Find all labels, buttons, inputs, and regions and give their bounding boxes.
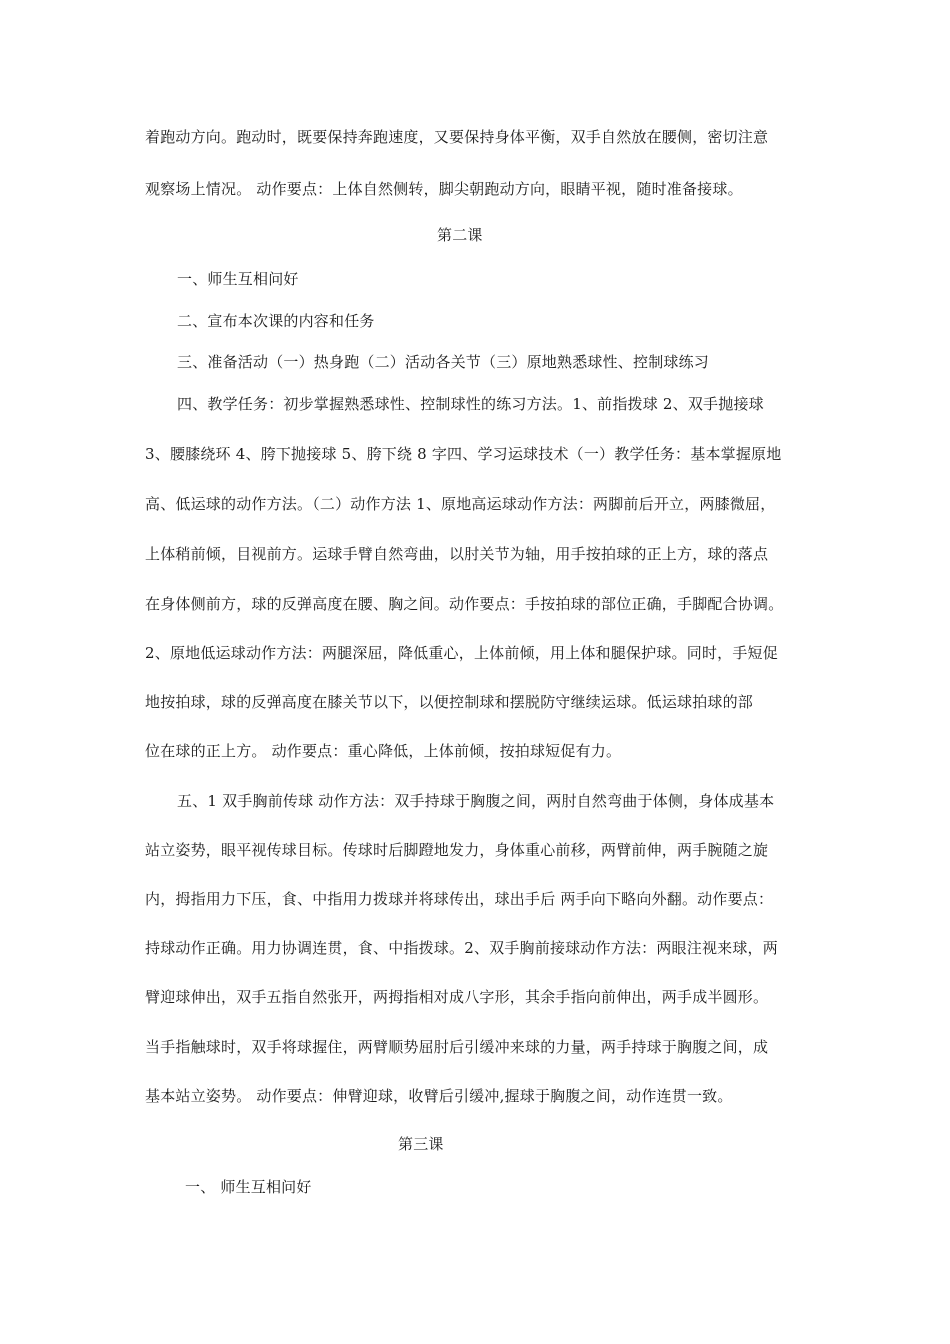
paragraph-line: 站立姿势，眼平视传球目标。传球时后脚蹬地发力，身体重心前移，两臂前伸，两手腕随之旋: [145, 841, 769, 859]
paragraph-line: 持球动作正确。用力协调连贯，食、中指拨球。2、双手胸前接球动作方法：两眼注视来球，两: [145, 939, 778, 957]
paragraph-line: 上体稍前倾，目视前方。运球手臂自然弯曲，以肘关节为轴，用手按拍球的正上方，球的落点: [145, 545, 769, 563]
paragraph-line: 观察场上情况。 动作要点：上体自然侧转，脚尖朝跑动方向，眼睛平视，随时准备接球。: [145, 180, 743, 198]
paragraph-line: 基本站立姿势。 动作要点：伸臂迎球，收臂后引缓冲,握球于胸腹之间，动作连贯一致。: [145, 1087, 733, 1105]
lesson-heading: 第三课: [398, 1135, 444, 1153]
list-item: 一、师生互相问好: [177, 270, 299, 288]
list-item: 一、 师生互相问好: [185, 1178, 312, 1196]
paragraph-line: 当手指触球时，双手将球握住，两臂顺势屈肘后引缓冲来球的力量，两手持球于胸腹之间，成: [145, 1038, 769, 1056]
paragraph-line: 四、教学任务：初步掌握熟悉球性、控制球性的练习方法。1、前指拨球 2、双手抛接球: [177, 395, 764, 413]
paragraph-line: 3、腰膝绕环 4、胯下抛接球 5、胯下绕 8 字四、学习运球技术（一）教学任务：基本掌握原地: [145, 445, 782, 463]
paragraph-line: 臂迎球伸出，双手五指自然张开，两拇指相对成八字形，其余手指向前伸出，两手成半圆形。: [145, 988, 769, 1006]
paragraph-line: 五、1 双手胸前传球 动作方法：双手持球于胸腹之间，两肘自然弯曲于体侧，身体成基本: [177, 792, 775, 810]
lesson-heading: 第二课: [437, 226, 483, 244]
paragraph-line: 内，拇指用力下压，食、中指用力拨球并将球传出，球出手后 两手向下略向外翻。动作要点：: [145, 890, 774, 908]
paragraph-line: 着跑动方向。跑动时，既要保持奔跑速度，又要保持身体平衡，双手自然放在腰侧，密切注意: [145, 128, 769, 146]
list-item: 三、准备活动（一）热身跑（二）活动各关节（三）原地熟悉球性、控制球练习: [177, 353, 710, 371]
list-item: 二、宣布本次课的内容和任务: [177, 312, 375, 330]
paragraph-line: 地按拍球，球的反弹高度在膝关节以下，以便控制球和摆脱防守继续运球。低运球拍球的部: [145, 693, 754, 711]
paragraph-line: 位在球的正上方。 动作要点：重心降低，上体前倾，按拍球短促有力。: [145, 742, 622, 760]
paragraph-line: 在身体侧前方，球的反弹高度在腰、胸之间。动作要点：手按拍球的部位正确，手脚配合协调。: [145, 595, 784, 613]
paragraph-line: 2、原地低运球动作方法：两腿深屈，降低重心，上体前倾，用上体和腿保护球。同时，手短促: [145, 644, 778, 662]
paragraph-line: 高、低运球的动作方法。（二）动作方法 1、原地高运球动作方法：两脚前后开立，两膝微屈，: [145, 495, 776, 513]
